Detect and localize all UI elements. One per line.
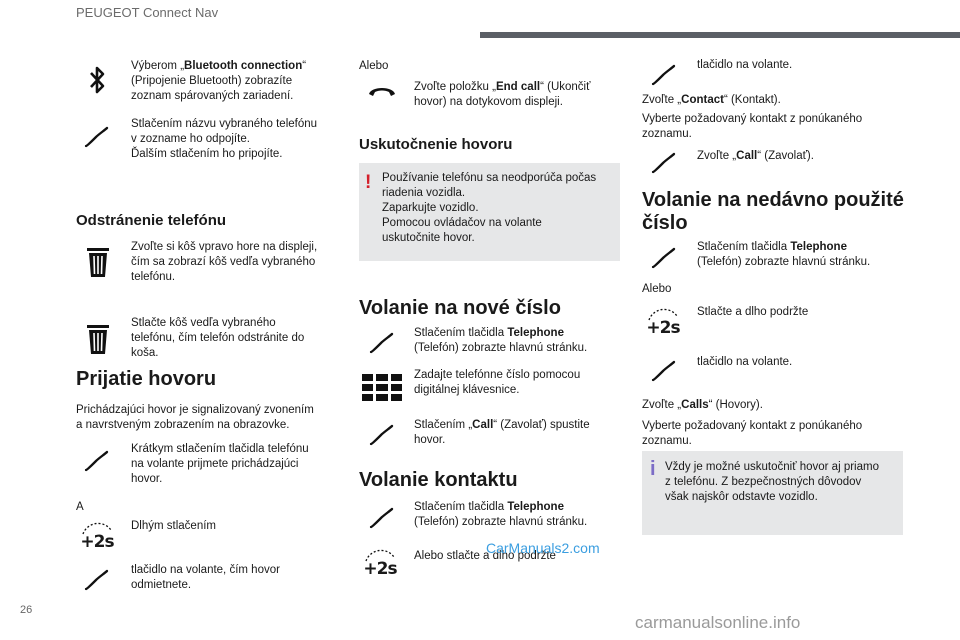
page-number: 26 xyxy=(20,604,33,616)
new-number-text-3: Stlačením „Call“ (Zavolať) spustite hovor. xyxy=(414,419,590,446)
header-title: PEUGEOT Connect Nav xyxy=(76,5,219,20)
hold-text: Stlačte a dlho podržte xyxy=(697,306,809,318)
long-press-2s-icon: +2s xyxy=(76,521,118,555)
receive-call-intro: Prichádzajúci hovor je signalizovaný zvonením a navrstveným zobrazením na obrazovke. xyxy=(76,404,314,431)
long-press-2s-icon: +2s xyxy=(359,548,401,582)
trash-icon xyxy=(84,322,112,358)
tap-icon xyxy=(365,418,399,452)
choose-contact-text-1: Vyberte požadovaný kontakt z ponúkaného zoznamu. xyxy=(642,113,863,140)
new-number-text-2: Zadajte telefónne číslo pomocou digitálnej klávesnice. xyxy=(414,369,581,396)
choose-contact-text-2: Vyberte požadovaný kontakt z ponúkaného zoznamu. xyxy=(642,420,863,447)
info-icon: i xyxy=(650,458,656,480)
long-press-text: Dlhým stlačením xyxy=(131,520,216,532)
new-number-text-1: Stlačením tlačidla Telephone (Telefón) zobrazte hlavnú stránku. xyxy=(414,327,588,354)
select-phone-text: Stlačením názvu vybraného telefónu v zozname ho odpojíte. Ďalším stlačením ho pripojíte. xyxy=(131,118,318,160)
receive-call-heading: Prijatie hovoru xyxy=(76,368,217,390)
keypad-icon xyxy=(362,373,402,403)
select-call-text: Zvoľte „Call“ (Zavolať). xyxy=(697,150,814,162)
tap-icon xyxy=(80,563,114,597)
header-bar xyxy=(480,32,960,38)
warning-text: Používanie telefónu sa neodporúča počas riadenia vozidla. Zaparkujte vozidlo. Pomocou ovládačov na volante uskutočnite hovor. xyxy=(382,172,597,244)
watermark: carmanualsonline.info xyxy=(635,613,801,632)
recent-number-heading: Volanie na nedávno použité číslo xyxy=(642,189,904,234)
call-contact-heading: Volanie kontaktu xyxy=(359,469,518,491)
make-call-heading: Uskutočnenie hovoru xyxy=(359,136,513,153)
overlay-watermark: CarManuals2.com xyxy=(486,540,600,556)
tap-icon xyxy=(647,58,681,92)
call-contact-text-2: Alebo stlačte a dlho podržte xyxy=(414,550,556,562)
bluetooth-icon xyxy=(82,62,112,98)
receive-call-text: Krátkym stlačením tlačidla telefónu na volante prijmete prichádzajúci hovor. xyxy=(131,443,309,485)
wheel-button-text-2: tlačidlo na volante. xyxy=(697,356,793,368)
bluetooth-text: Výberom „Bluetooth connection“ (Pripojenie Bluetooth) zobrazíte zoznam spárovaných zariadení. xyxy=(131,60,307,102)
letter-a: A xyxy=(76,501,84,513)
call-contact-text-1: Stlačením tlačidla Telephone (Telefón) zobrazte hlavnú stránku. xyxy=(414,501,588,528)
remove-phone-text-1: Zvoľte si kôš vpravo hore na displeji, čím sa zobrazí kôš vedľa vybraného telefónu. xyxy=(131,241,318,283)
tap-icon xyxy=(647,354,681,388)
tap-icon xyxy=(647,241,681,275)
end-call-icon xyxy=(365,80,399,102)
remove-phone-text-2: Stlačte kôš vedľa vybraného telefónu, čím telefón odstránite do koša. xyxy=(131,317,305,359)
select-contact-text: Zvoľte „Contact“ (Kontakt). xyxy=(642,94,781,106)
new-number-heading: Volanie na nové číslo xyxy=(359,297,561,319)
warning-icon: ! xyxy=(365,172,372,193)
info-text: Vždy je možné uskutočniť hovor aj priamo z telefónu. Z bezpečnostných dôvodov však najskôr odstavte vozidlo. xyxy=(665,461,879,503)
tap-icon xyxy=(365,501,399,535)
tap-icon xyxy=(647,146,681,180)
wheel-button-text: tlačidlo na volante. xyxy=(697,59,793,71)
alebo-text: Alebo xyxy=(359,60,389,72)
trash-icon xyxy=(84,245,112,281)
tap-icon xyxy=(80,444,114,478)
tap-icon xyxy=(80,120,114,154)
recent-number-text-1: Stlačením tlačidla Telephone (Telefón) zobrazte hlavnú stránku. xyxy=(697,241,871,268)
alebo-text: Alebo xyxy=(642,283,672,295)
remove-phone-heading: Odstránenie telefónu xyxy=(76,212,227,229)
long-press-2s-icon: +2s xyxy=(642,307,684,341)
tap-icon xyxy=(365,326,399,360)
reject-call-text: tlačidlo na volante, čím hovor odmietnete. xyxy=(131,564,280,591)
end-call-text: Zvoľte položku „End call“ (Ukončiť hovor) na dotykovom displeji. xyxy=(414,81,591,108)
select-calls-text: Zvoľte „Calls“ (Hovory). xyxy=(642,399,763,411)
